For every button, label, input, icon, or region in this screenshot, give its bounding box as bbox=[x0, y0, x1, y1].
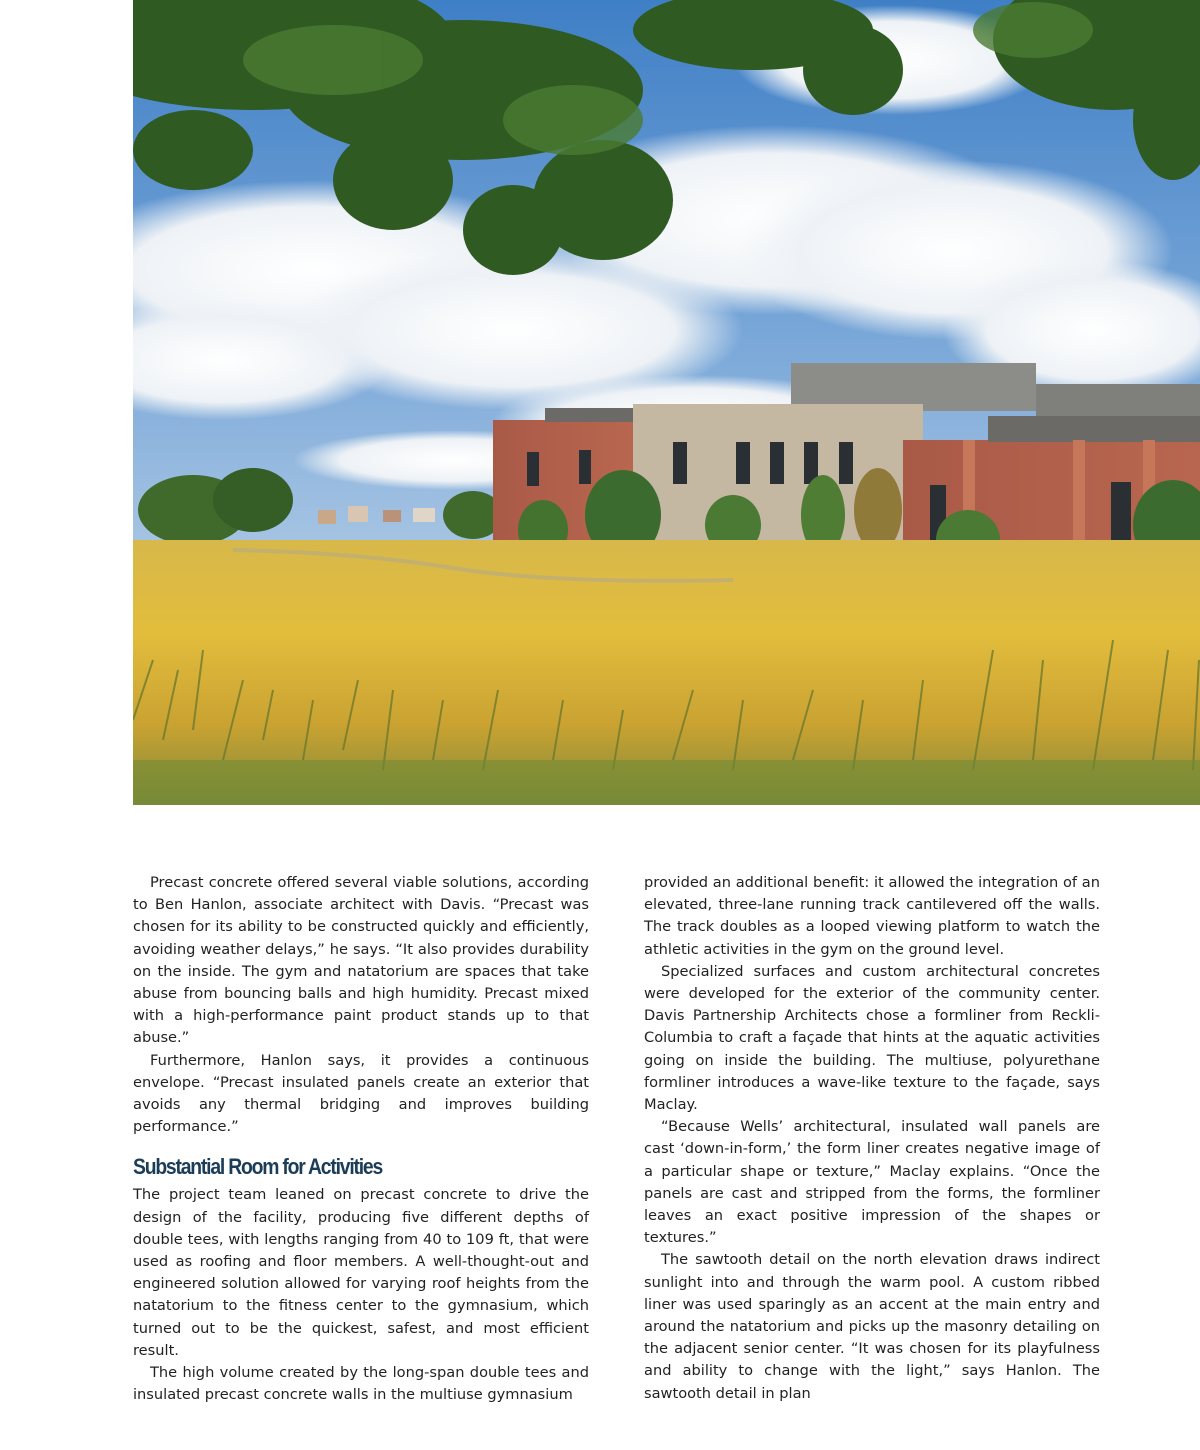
left-column bbox=[133, 872, 589, 1406]
hero-photo bbox=[133, 0, 1200, 805]
body-paragraph: Furthermore, Hanlon says, it provides a continuous envelope. “Precast insulated panels create an exterior that avoids any thermal bridging and improves building performance.” bbox=[133, 1051, 589, 1136]
body-paragraph: Specialized surfaces and custom architectural concretes were developed for the exterior of the community center. Davis Partnership Architects chose a formliner from Reckli-Columbia to craft a façade that hints at the aquatic activities going on inside the building. The multiuse, polyurethane formliner introduces a wave-like texture to the façade, says Maclay. bbox=[644, 962, 1100, 1114]
body-paragraph: provided an additional benefit: it allowed the integration of an elevated, three-lane running track cantilevered off the walls. The track doubles as a looped viewing platform to watch the athletic activities in the gym on the ground level. bbox=[644, 874, 1100, 958]
body-paragraph: The high volume created by the long-span double tees and insulated precast concrete walls in the multiuse gymnasium bbox=[133, 1364, 589, 1404]
body-paragraph: “Because Wells’ architectural, insulated wall panels are cast ‘down-in-form,’ the form liner creates negative image of a particular shape or texture,” Maclay explains. “Once the panels are cast and stripped from the forms, the formliner leaves an exact positive impression of the shapes or textures.” bbox=[644, 1118, 1100, 1247]
right-column bbox=[644, 872, 1100, 1405]
community-center-photo bbox=[133, 0, 1200, 805]
body-paragraph: The project team leaned on precast concrete to drive the design of the facility, producing five different depths of double tees, with lengths ranging from 40 to 109 ft, that were used as roofing and floor members. A well-thought-out and engineered solution allowed for varying roof heights from the natatorium to the fitness center to the gymnasium, which turned out to be the quickest, safest, and most efficient result. bbox=[133, 1186, 589, 1359]
body-paragraph: Precast concrete offered several viable solutions, according to Ben Hanlon, associate architect with Davis. “Precast was chosen for its ability to be constructed quickly and efficiently, avoiding weather delays,” he says. “It also provides durability on the inside. The gym and natatorium are spaces that take abuse from bouncing balls and high humidity. Precast mixed with a high-performance paint product stands up to that abuse.” bbox=[133, 874, 589, 1047]
section-heading: Substantial Room for Activities bbox=[133, 1154, 383, 1180]
body-paragraph: The sawtooth detail on the north elevation draws indirect sunlight into and through the warm pool. A custom ribbed liner was used sparingly as an accent at the main entry and around the natatorium and picks up the masonry detailing on the adjacent senior center. “It was chosen for its playfulness and ability to change with the light,” says Hanlon. The sawtooth detail in plan bbox=[644, 1251, 1100, 1402]
